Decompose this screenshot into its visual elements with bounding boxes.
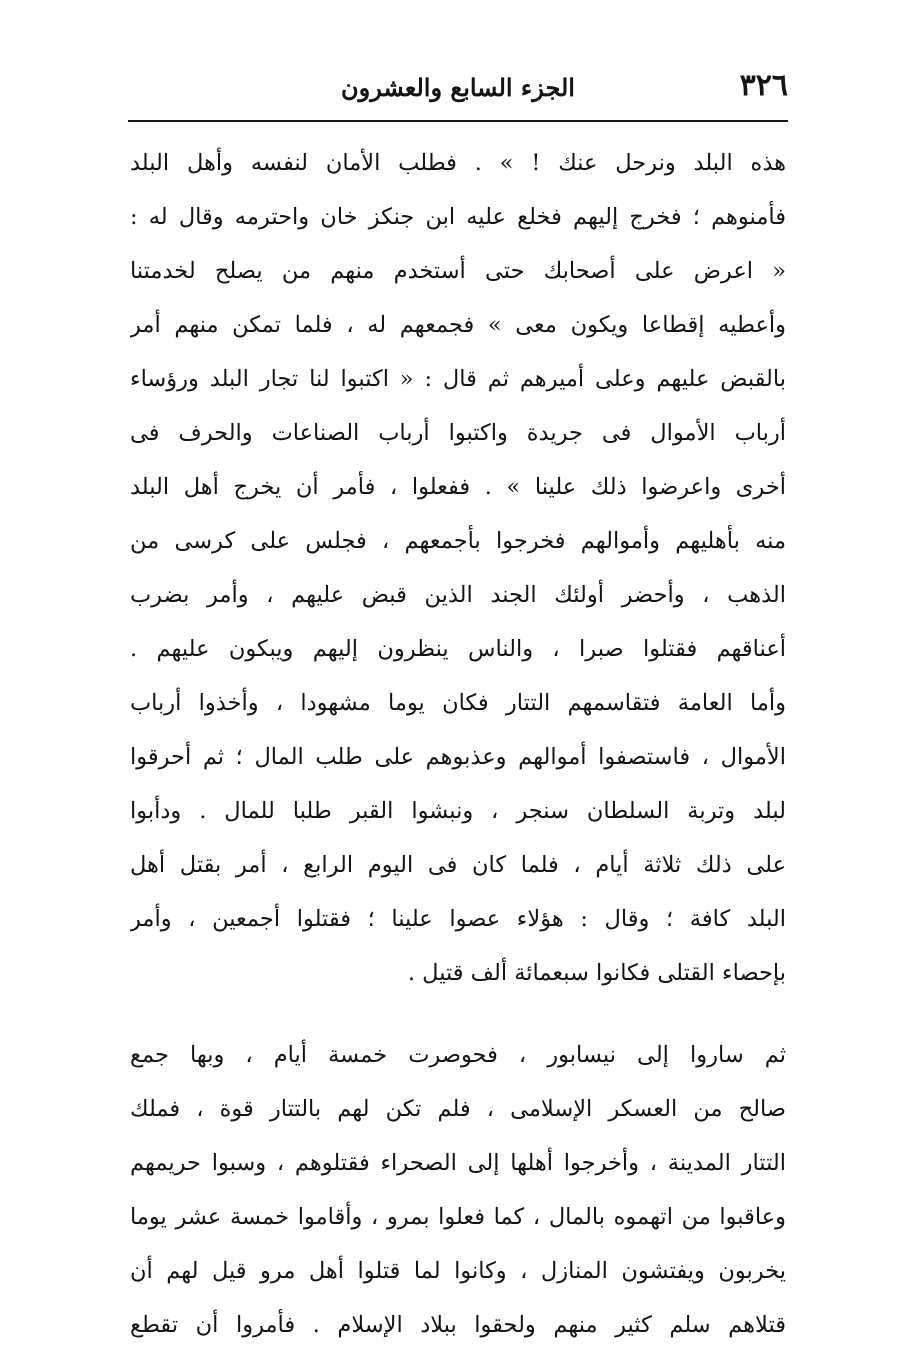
text-line: أخرى واعرضوا ذلك علينا » . ففعلوا ، فأمر أن يخرج أهل البلد (130, 474, 786, 500)
text-line: منه بأهليهم وأموالهم فخرجوا بأجمعهم ، فجلس على كرسى من (130, 528, 786, 554)
text-line: التتار المدينة ، وأخرجوا أهلها إلى الصحراء فقتلوهم ، وسبوا حريمهم (130, 1150, 786, 1176)
text-line: الذهب ، وأحضر أولئك الجند الذين قبض عليهم ، وأمر بضرب (130, 582, 786, 608)
paragraph-2 (130, 1028, 786, 1352)
text-line: صالح من العسكر الإسلامى ، فلم تكن لهم بالتتار قوة ، فملك (130, 1096, 786, 1122)
header-rule (128, 120, 788, 122)
text-line: بالقبض عليهم وعلى أميرهم ثم قال : « اكتبوا لنا تجار البلد ورؤساء (130, 366, 786, 392)
text-line: ثم ساروا إلى نيسابور ، فحوصرت خمسة أيام ، وبها جمع (130, 1042, 786, 1068)
text-line: هذه البلد ونرحل عنك ! » . فطلب الأمان لنفسه وأهل البلد (130, 150, 786, 176)
body-text (130, 136, 786, 1352)
text-line: أعناقهم فقتلوا صبرا ، والناس ينظرون إليهم ويبكون عليهم . (130, 636, 786, 662)
text-line: أرباب الأموال فى جريدة واكتبوا أرباب الصناعات والحرف فى (130, 420, 786, 446)
text-line: بإحصاء القتلى فكانوا سبعمائة ألف قتيل . (407, 960, 786, 986)
text-line: وأعطيه إقطاعا ويكون معى » فجمعهم له ، فلما تمكن منهم أمر (130, 312, 786, 338)
text-line: فأمنوهم ؛ فخرج إليهم فخلع عليه ابن جنكز خان واحترمه وقال له : (130, 204, 786, 230)
text-line: البلد كافة ؛ وقال : هؤلاء عصوا علينا ؛ فقتلوا أجمعين ، وأمر (130, 906, 786, 932)
page-number: ٣٢٦ (739, 68, 788, 103)
text-line: « اعرض على أصحابك حتى أستخدم منهم من يصلح لخدمتنا (130, 258, 786, 284)
text-line: قتلاهم سلم كثير منهم ولحقوا ببلاد الإسلام . فأمروا أن تقطع (130, 1312, 786, 1338)
text-line: وعاقبوا من اتهموه بالمال ، كما فعلوا بمرو ، وأقاموا خمسة عشر يوما (130, 1204, 786, 1230)
text-line: يخربون ويفتشون المنازل ، وكانوا لما قتلوا أهل مرو قيل لهم أن (130, 1258, 786, 1284)
text-line: على ذلك ثلاثة أيام ، فلما كان فى اليوم الرابع ، أمر بقتل أهل (130, 852, 786, 878)
running-title: الجزء السابع والعشرون (341, 73, 575, 102)
text-line: لبلد وتربة السلطان سنجر ، ونبشوا القبر طلبا للمال . ودأبوا (130, 798, 786, 824)
paragraph-1 (130, 136, 786, 1000)
text-line: الأموال ، فاستصفوا أموالهم وعذبوهم على طلب المال ؛ ثم أحرقوا (130, 744, 786, 770)
paragraph-gap (130, 1000, 786, 1028)
page-header (128, 62, 788, 120)
text-line: وأما العامة فتقاسمهم التتار فكان يوما مشهودا ، وأخذوا أرباب (130, 690, 786, 716)
